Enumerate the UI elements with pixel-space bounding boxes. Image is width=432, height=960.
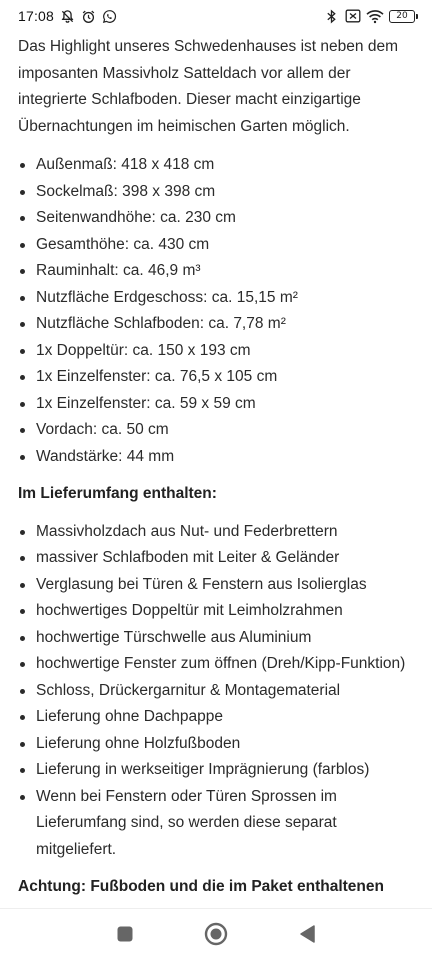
scope-item: Lieferung ohne Dachpappe xyxy=(18,704,418,731)
battery-icon xyxy=(389,10,418,23)
product-description xyxy=(18,34,418,895)
spec-item: Außenmaß: 418 x 418 cm xyxy=(18,152,418,179)
back-button[interactable] xyxy=(293,920,321,948)
spec-item: Rauminhalt: ca. 46,9 m³ xyxy=(18,258,418,285)
scope-heading: Im Lieferumfang enthalten: xyxy=(18,485,217,502)
battery-tip xyxy=(416,14,418,19)
back-triangle-icon xyxy=(298,924,316,944)
home-button[interactable] xyxy=(202,920,230,948)
scope-item: hochwertige Türschwelle aus Aluminium xyxy=(18,625,418,652)
spec-item: 1x Einzelfenster: ca. 76,5 x 105 cm xyxy=(18,364,418,391)
scope-item: Lieferung ohne Holzfußboden xyxy=(18,731,418,758)
alarm-icon xyxy=(80,8,96,24)
scope-item: Schloss, Drückergarnitur & Montagematerial xyxy=(18,678,418,705)
spec-item: Gesamthöhe: ca. 430 cm xyxy=(18,232,418,259)
system-nav-bar xyxy=(0,908,432,960)
home-circle-icon xyxy=(204,922,228,946)
spec-item: Wandstärke: 44 mm xyxy=(18,444,418,471)
specs-list xyxy=(18,152,418,470)
scope-item: Lieferung in werkseitiger Imprägnierung (farblos) xyxy=(18,757,418,784)
spec-item: Vordach: ca. 50 cm xyxy=(18,417,418,444)
intro-paragraph: Das Highlight unseres Schwedenhauses ist neben dem imposanten Massivholz Satteldach vor allem der integrierte Schlafboden. Dieser macht einzigartige Übernachtungen im heimischen Garten möglich. xyxy=(18,38,398,135)
status-time: 17:08 xyxy=(18,8,55,24)
spec-item: 1x Doppeltür: ca. 150 x 193 cm xyxy=(18,338,418,365)
spec-item: 1x Einzelfenster: ca. 59 x 59 cm xyxy=(18,391,418,418)
status-left xyxy=(18,8,117,24)
status-right xyxy=(323,8,418,24)
scope-item: hochwertiges Doppeltür mit Leimholzrahmen xyxy=(18,598,418,625)
scope-item: hochwertige Fenster zum öffnen (Dreh/Kipp-Funktion) xyxy=(18,651,418,678)
bluetooth-icon xyxy=(323,8,339,24)
partial-heading: Achtung: Fußboden und die im Paket enthaltenen xyxy=(18,878,384,895)
recents-square-icon xyxy=(116,925,134,943)
sim-icon xyxy=(345,8,361,24)
scope-list xyxy=(18,519,418,864)
scope-item: Verglasung bei Türen & Fenstern aus Isolierglas xyxy=(18,572,418,599)
whatsapp-icon xyxy=(101,8,117,24)
spec-item: Seitenwandhöhe: ca. 230 cm xyxy=(18,205,418,232)
scope-item: Massivholzdach aus Nut- und Federbrettern xyxy=(18,519,418,546)
mute-bell-icon xyxy=(59,8,75,24)
scope-item: Wenn bei Fenstern oder Türen Sprossen im Lieferumfang sind, so werden diese separat mitgeliefert. xyxy=(18,784,418,864)
wifi-icon xyxy=(367,8,383,24)
spec-item: Nutzfläche Erdgeschoss: ca. 15,15 m² xyxy=(18,285,418,312)
spec-item: Sockelmaß: 398 x 398 cm xyxy=(18,179,418,206)
status-bar xyxy=(0,0,432,32)
scope-item: massiver Schlafboden mit Leiter & Geländer xyxy=(18,545,418,572)
recents-button[interactable] xyxy=(111,920,139,948)
spec-item: Nutzfläche Schlafboden: ca. 7,78 m² xyxy=(18,311,418,338)
battery-level: 20 xyxy=(389,10,415,23)
